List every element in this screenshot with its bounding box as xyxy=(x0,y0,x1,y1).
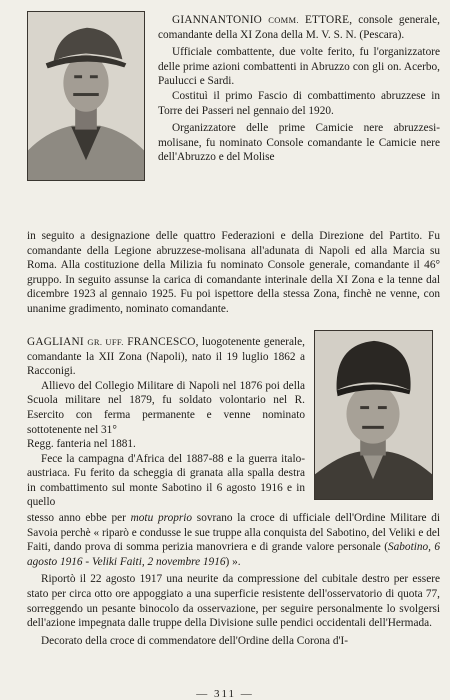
entry1-heading xyxy=(158,13,440,42)
portrait-giannantonio xyxy=(27,11,145,181)
entry2-paragraph-3: Riportò il 22 agosto 1917 una neurite da compressione del cubitale destro per essere stato per circa otto ore appoggiato a una superficie resistente dell'osservatorio di quota 77, sorreggendo un pesante binocolo da osservazione, per seguire personalmente lo svolgersi dell'azione impegnata dalle truppe della Divisione sulle pendici occidentali dell'Hermada. xyxy=(27,573,440,630)
entry1-bottom-column xyxy=(27,229,440,317)
entry1-paragraph-2: Costituì il primo Fascio di combattimento abruzzese in Torre dei Passeri nel gennaio del 1920. xyxy=(158,89,440,117)
entry2-paragraph-2a: Fece la campagna d'Africa del 1887-88 e la guerra italo-austriaca. Fu ferito da scheggia di granata alla spalla destra in combattimento sul monte Sabotino il 6 agosto 1916 e in quello xyxy=(27,452,305,509)
entry1-surname: GIANNANTONIO xyxy=(172,14,263,26)
portrait-image xyxy=(28,12,144,180)
entry2-paragraph-1b: Regg. fanteria nel 1881. xyxy=(27,438,136,450)
portrait-image xyxy=(315,331,432,499)
citation-dates: Sabotino, 6 agosto 1916 - Veliki Faiti, 2 novembre 1916 xyxy=(27,541,441,568)
entry1-given-name: ETTORE xyxy=(304,14,350,26)
entry2-paragraph-2b: stesso anno ebbe per motu proprio sovrano la croce di ufficiale dell'Ordine Militare di Savoia perchè « riparò e condusse le sue truppe alla conquista del Sabotino, del Veliki e del Faiti, dando prova di somma perizia manovriera e di grande valore personale (Sabotino, 6 agosto 1916 - Veliki Faiti, 2 novembre 1916) ». xyxy=(27,512,441,568)
entry1-paragraph-3a: Organizzatore delle prime Camicie nere abruzzesi-molisane, fu nominato Console comandante le Camicie nere dell'Abruzzo e del Molise xyxy=(158,122,440,164)
entry2-given-name: FRANCESCO xyxy=(127,336,196,348)
entry2-paragraph-4: Decorato della croce di commendatore dell'Ordine della Corona d'I- xyxy=(41,634,349,647)
entry1-heading-rest: , console generale, comandante della XI Zona della M. V. S. N. (Pescara). xyxy=(158,14,440,41)
entry2-top-column xyxy=(27,335,305,437)
entry1-paragraph-1: Ufficiale combattente, due volte ferito, fu l'organizzatore delle prime azioni combattenti in Abruzzo con gli on. Acerbo, Paulucci e Sardi. xyxy=(158,46,440,88)
entry2-bottom-column xyxy=(27,511,440,648)
entry1-top-column xyxy=(158,13,440,165)
entry1-paragraph-3b: in seguito a designazione delle quattro Federazioni e della Direzione del Partito. Fu comandante della Legione abruzzese-molisana all'adunata di Napoli ed alla Marcia su Roma. Alla costituzione della Milizia fu nominato Console generale, comandante il 46° gruppo. In seguito assunse la carica di comandante interinale della XI Zona e la tenne dal dicembre 1923 al gennaio 1925. Fu poi ispettore della stessa Zona, finchè ne venne, con unanime gradimento, nominato comandante. xyxy=(27,230,440,315)
entry2-title: GR. UFF. xyxy=(87,337,124,347)
entry1-title: COMM. xyxy=(268,15,299,25)
entry2-mid-column xyxy=(27,437,305,510)
page-number: — 311 — xyxy=(196,688,254,700)
entry2-surname: GAGLIANI xyxy=(27,336,84,348)
entry2-heading xyxy=(27,335,305,379)
entry2-heading-rest: , luogotenente generale, comandante la XII Zona (Napoli), nato il 19 luglio 1862 a Racconigi. xyxy=(27,336,305,378)
entry2-paragraph-1a: Allievo del Collegio Militare di Napoli nel 1876 poi della Scuola militare nel 1879, fu soldato volontario nel R. Esercito con ferma permanente e venne nominato sottotenente nel 31° xyxy=(27,379,305,436)
motu-proprio: motu proprio xyxy=(130,512,193,524)
portrait-gagliani xyxy=(314,330,433,500)
